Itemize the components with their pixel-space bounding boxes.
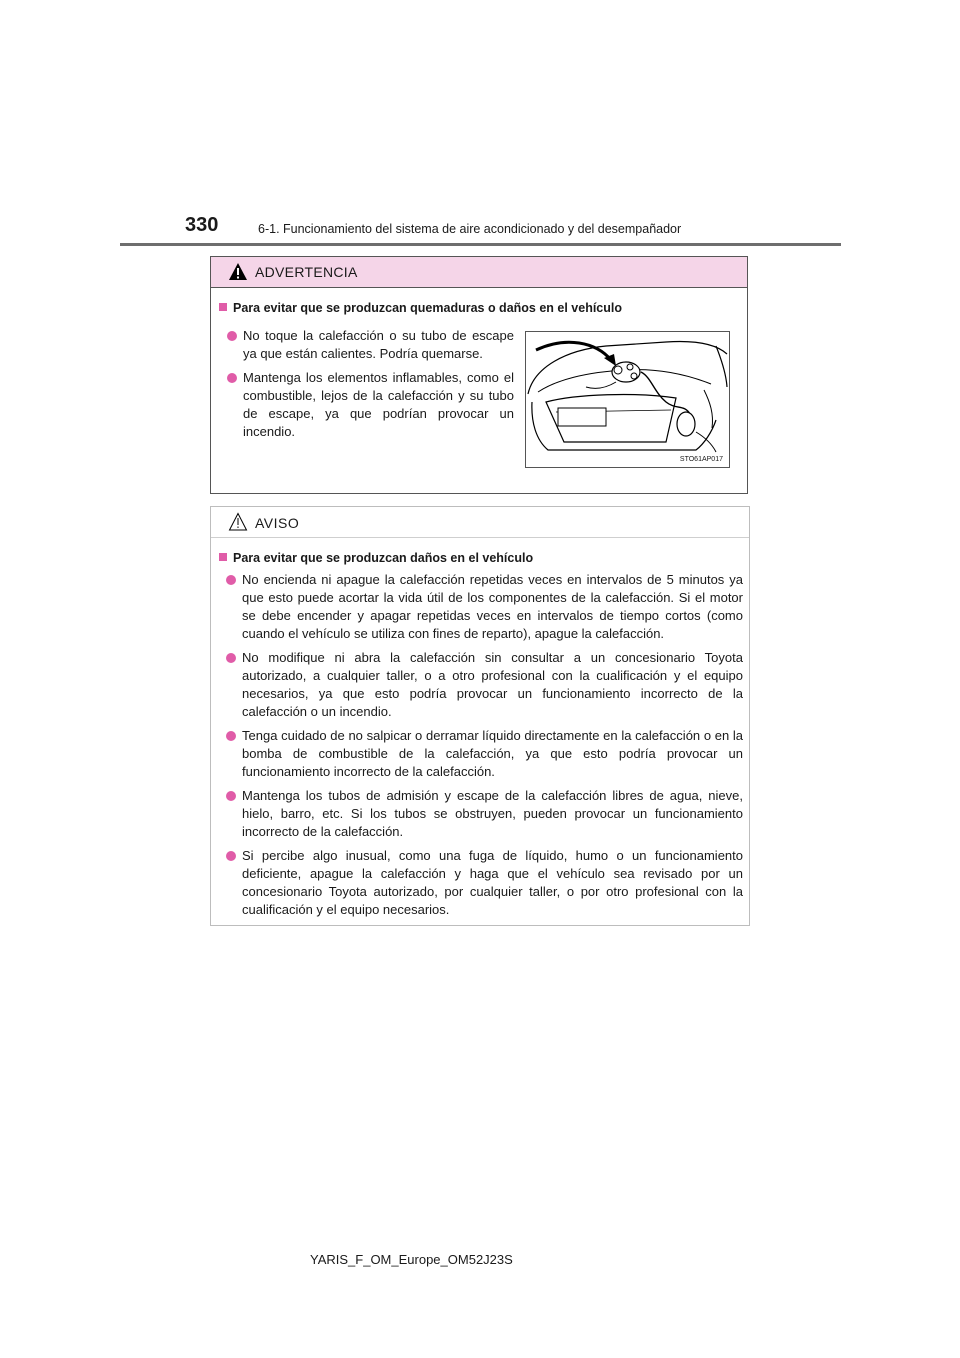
list-item: No toque la calefacción o su tubo de escape ya que están calientes. Podría quemarse. bbox=[243, 327, 514, 363]
warning-section-title: Para evitar que se produzcan quemaduras o daños en el vehículo bbox=[219, 301, 622, 315]
notice-box bbox=[210, 506, 750, 926]
bullet-dot-icon bbox=[226, 731, 236, 741]
header-divider bbox=[120, 243, 841, 246]
notice-section-title: Para evitar que se produzcan daños en el vehículo bbox=[219, 551, 533, 565]
notice-triangle-icon bbox=[228, 512, 248, 536]
square-bullet-icon bbox=[219, 553, 227, 561]
warning-header bbox=[211, 257, 747, 288]
list-item: No modifique ni abra la calefacción sin consultar a un concesionario Toyota autorizado, a cualquier taller, o a otro profesional con la cualificación y el equipo necesarios, ya que esto podría provocar un funcionamiento incorrecto de la calefacción o un incendio. bbox=[242, 649, 743, 721]
warning-triangle-icon bbox=[228, 262, 248, 286]
car-front-drawing bbox=[526, 332, 729, 457]
bullet-dot-icon bbox=[227, 373, 237, 383]
square-bullet-icon bbox=[219, 303, 227, 311]
list-item: Si percibe algo inusual, como una fuga de líquido, humo o un funcionamiento deficiente, apague la calefacción y haga que el vehículo sea revisado por un concesionario Toyota autorizado, por cualquier taller, o por otro profesional con la cualificación y el equipo necesarios. bbox=[242, 847, 743, 919]
section-heading: 6-1. Funcionamiento del sistema de aire acondicionado y del desempañador bbox=[258, 222, 682, 236]
warning-bullet-list bbox=[243, 327, 514, 447]
notice-bullet-list bbox=[242, 571, 743, 925]
list-item: Tenga cuidado de no salpicar o derramar líquido directamente en la calefacción o en la bomba de combustible de la calefacción, ya que esto podría provocar un funcionamiento incorrecto de la calefacción. bbox=[242, 727, 743, 781]
bullet-dot-icon bbox=[226, 791, 236, 801]
bullet-dot-icon bbox=[226, 653, 236, 663]
notice-title: AVISO bbox=[255, 515, 300, 531]
list-item: Mantenga los tubos de admisión y escape de la calefacción libres de agua, nieve, hielo, barro, etc. Si los tubos se obstruyen, pueden provocar un funcionamiento incorrecto de la calefacción. bbox=[242, 787, 743, 841]
notice-header bbox=[211, 507, 749, 538]
page-number: 330 bbox=[185, 214, 219, 236]
document-id: YARIS_F_OM_Europe_OM52J23S bbox=[310, 1252, 513, 1267]
warning-box bbox=[210, 256, 748, 494]
list-item: Mantenga los elementos inflamables, como el combustible, lejos de la calefacción y su tubo de escape, ya que podrían provocar un incendio. bbox=[243, 369, 514, 441]
warning-title: ADVERTENCIA bbox=[255, 264, 358, 280]
bullet-dot-icon bbox=[226, 851, 236, 861]
list-item: No encienda ni apague la calefacción repetidas veces en intervalos de 5 minutos ya que esto puede acortar la vida útil de los componentes de la calefacción. Si el motor se debe encender y apagar repetidas veces en intervalos de tiempo cortos (como cuando el vehículo se utiliza con fines de reparto), apague la calefacción. bbox=[242, 571, 743, 643]
figure-code: STO61AP017 bbox=[679, 456, 723, 463]
heater-illustration bbox=[525, 331, 730, 468]
bullet-dot-icon bbox=[226, 575, 236, 585]
bullet-dot-icon bbox=[227, 331, 237, 341]
